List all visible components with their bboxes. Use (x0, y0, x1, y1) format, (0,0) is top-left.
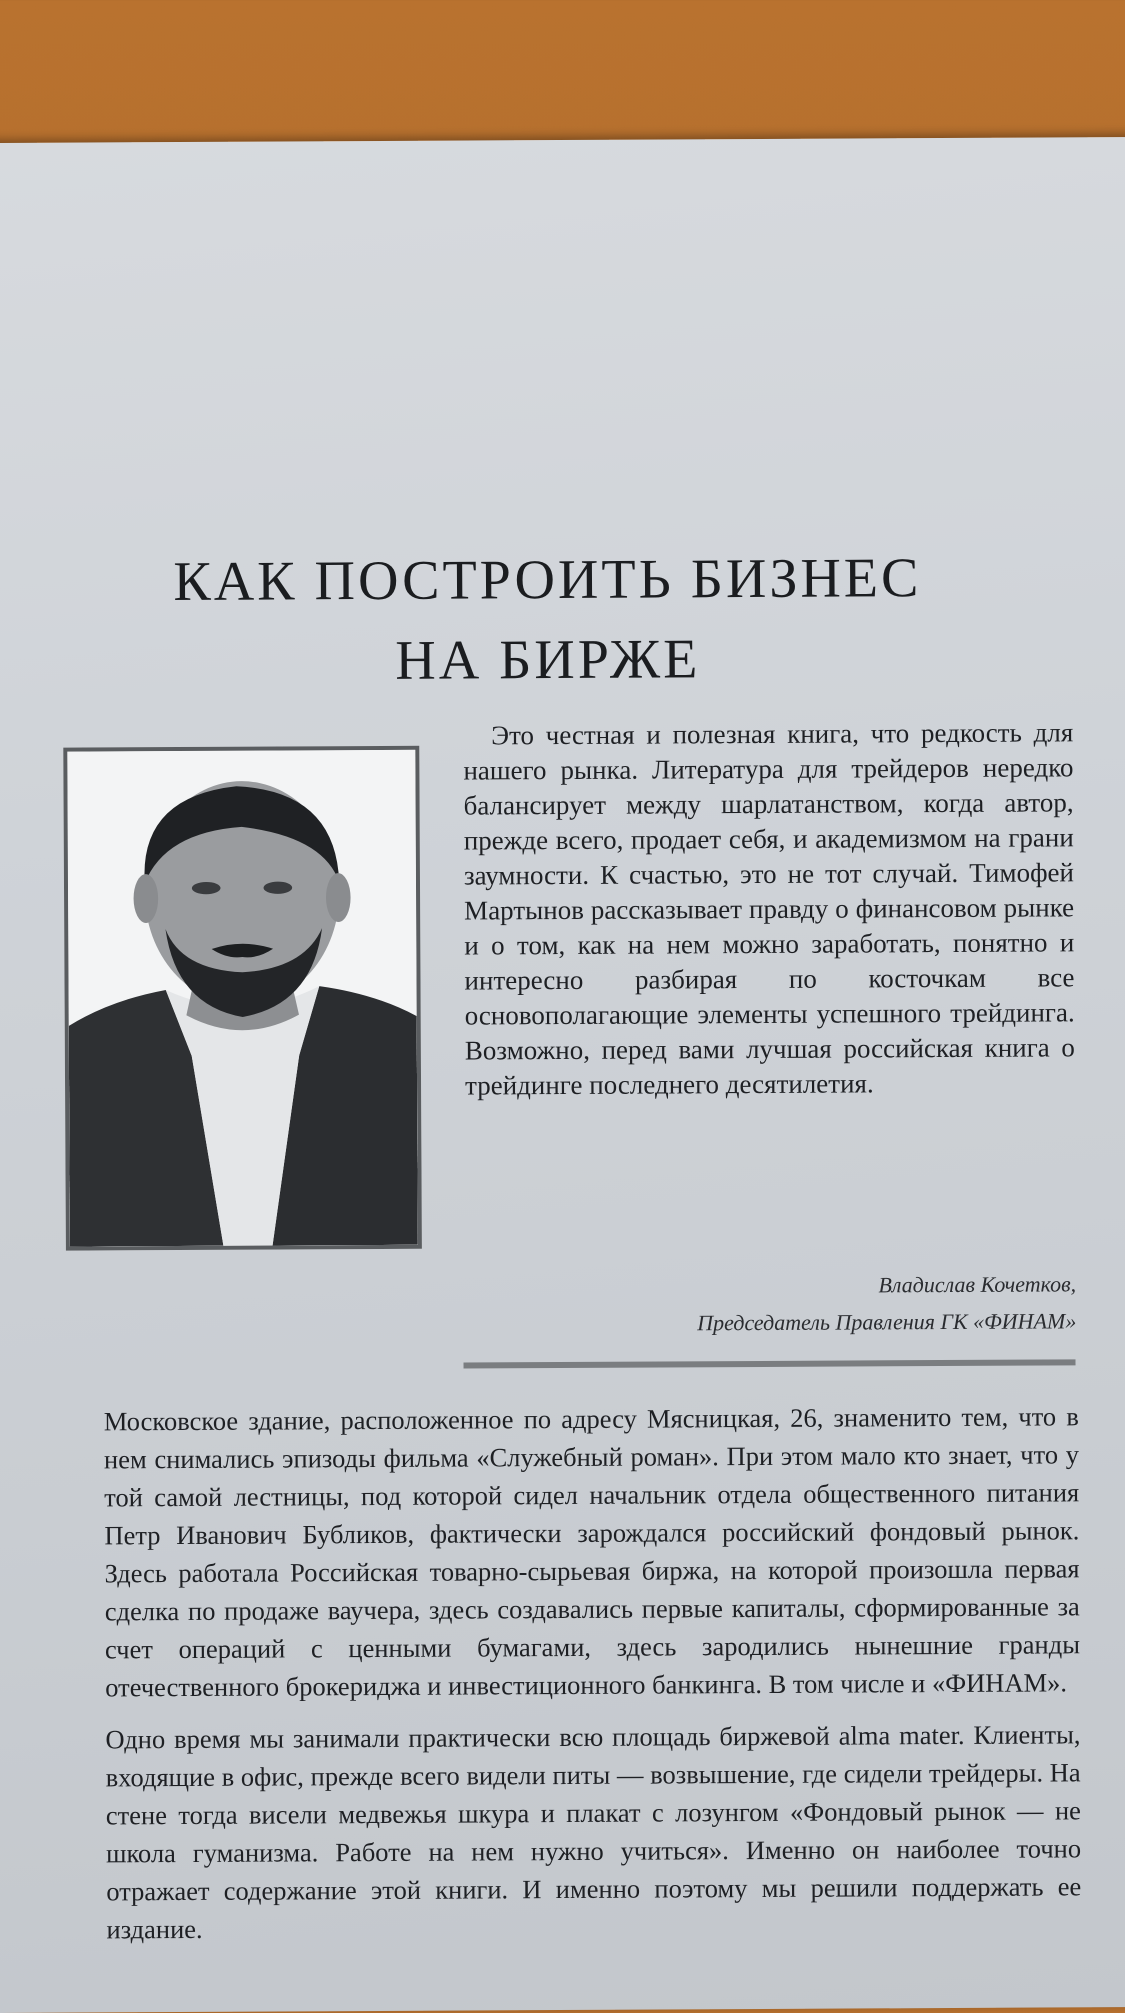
quote-author-name: Владислав Кочетков, (878, 1271, 1077, 1298)
portrait-illustration (67, 750, 418, 1247)
endorsement-quote: Это честная и полезная книга, что редкость для нашего рынка. Литература для трейдеров нередко балансирует между шарлатанством, когда автор, прежде всего, продает себя, и академизмом на грани заумности. К счастью, это не тот случай. Тимофей Мартынов рассказывает правду о финансовом рынке и о том, как на нем можно заработать, понятно и интересно разбирая по косточкам все основополагающие элементы успешного трейдинга. Возможно, перед вами лучшая российская книга о трейдинге последнего десятилетия. (463, 717, 1075, 1101)
divider-rule (464, 1359, 1076, 1368)
page-title (47, 537, 1048, 702)
author-photo (63, 746, 422, 1251)
body-text (104, 1397, 1082, 1962)
title-line-2: НА БИРЖЕ (395, 628, 701, 692)
body-paragraph-2: Одно время мы занимали практически всю площадь биржевой alma mater. Клиенты, входящие в офис, прежде всего видели питы — возвышение, где сидели трейдеры. На стене тогда висели медвежья шкура и плакат с лозунгом «Фондовый рынок — не школа гуманизма. Работе на нем нужно учиться». Именно он наиболее точно отражает содержание этой книги. И именно поэтому мы решили поддержать ее издание. (105, 1719, 1082, 1945)
book-page (0, 137, 1125, 2013)
title-line-1: КАК ПОСТРОИТЬ БИЗНЕС (173, 547, 922, 614)
quote-author-title: Председатель Правления ГК «ФИНАМ» (697, 1308, 1077, 1336)
body-paragraph-1: Московское здание, расположенное по адресу Мясницкая, 26, знаменито тем, что в нем снимались эпизоды фильма «Служебный роман». При этом мало кто знает, что у той самой лестницы, под которой сидел начальник отдела общественного питания Петр Иванович Бубликов, фактически зарождался российский фондовый рынок. Здесь работала Российская товарно-сырьевая биржа, на которой произошла первая сделка по продаже ваучера, здесь создавались первые капиталы, сформированные за счет операций с ценными бумагами, здесь зародились нынешние гранды отечественного брокериджа и инвестиционного банкинга. В том числе и «ФИНАМ». (103, 1401, 1081, 1703)
